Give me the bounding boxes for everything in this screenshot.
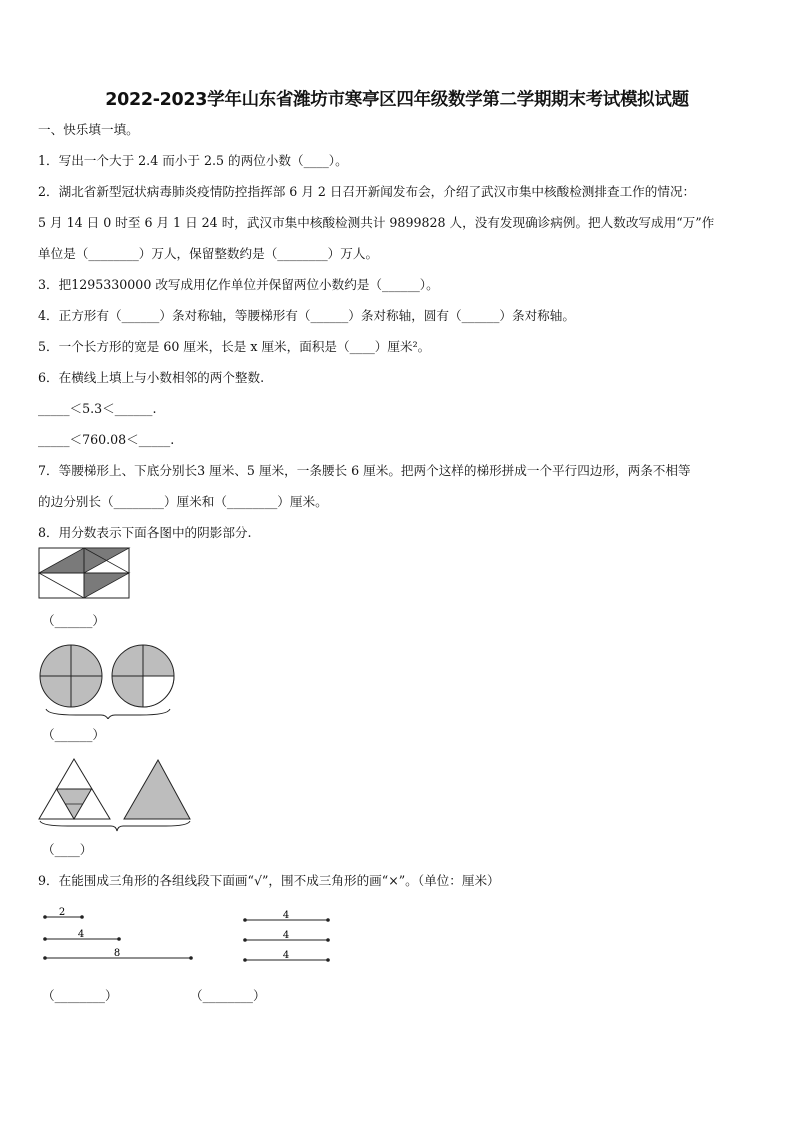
segment-group-2 — [240, 905, 334, 967]
question-2-line-3: 单位是（________）万人，保留整数约是（________）万人。 — [38, 246, 379, 261]
shaded-rectangle-figure — [38, 547, 132, 601]
question-7-line-2: 的边分别长（________）厘米和（________）厘米。 — [38, 494, 328, 509]
section-heading: 一、快乐填一填。 — [38, 122, 139, 137]
question-2-line-2: 5 月 14 日 0 时至 6 月 1 日 24 时，武汉市集中核酸检测共计 9899828 人，没有发现确诊病例。把人数改写成用“万”作 — [38, 215, 715, 230]
question-9: 9．在能围成三角形的各组线段下面画“√”，围不成三角形的画“×”。（单位：厘米） — [38, 873, 500, 888]
segment-group-1 — [40, 905, 196, 965]
segment-length-label: 4 — [282, 950, 290, 961]
question-1: 1．写出一个大于 2.4 而小于 2.5 的两位小数（____）。 — [38, 153, 348, 168]
segment-length-label: 8 — [113, 948, 121, 959]
question-8: 8．用分数表示下面各图中的阴影部分. — [38, 525, 252, 540]
page-title: 2022-2023学年山东省潍坊市寒亭区四年级数学第二学期期末考试模拟试题 — [105, 90, 689, 110]
answer-blank-8c: （____） — [42, 842, 93, 857]
answer-blank-8b: （______） — [42, 727, 105, 742]
question-6: 6．在横线上填上与小数相邻的两个整数. — [38, 370, 265, 385]
question-5: 5．一个长方形的宽是 60 厘米，长是 x 厘米，面积是（____）厘米²。 — [38, 339, 431, 354]
segment-length-label: 2 — [58, 907, 66, 918]
segment-length-label: 4 — [282, 930, 290, 941]
segment-length-label: 4 — [282, 910, 290, 921]
answer-blank-8a: （______） — [42, 613, 105, 628]
question-4: 4．正方形有（______）条对称轴，等腰梯形有（______）条对称轴，圆有（______）条对称轴。 — [38, 308, 575, 323]
shaded-circles-figure — [36, 643, 176, 719]
question-3: 3．把1295330000 改写成用亿作单位并保留两位小数约是（______）。 — [38, 277, 439, 292]
shaded-triangles-figure — [38, 758, 192, 832]
answer-blank-9a: （________） — [42, 988, 118, 1003]
question-7-line-1: 7．等腰梯形上、下底分别长3 厘米、5 厘米，一条腰长 6 厘米。把两个这样的梯形拼成一个平行四边形，两条不相等 — [38, 463, 691, 478]
question-2-line-1: 2．湖北省新型冠状病毒肺炎疫情防控指挥部 6 月 2 日召开新闻发布会，介绍了武汉市集中核酸检测排查工作的情况： — [38, 184, 696, 199]
answer-blank-9b: （________） — [190, 988, 266, 1003]
question-6-blank-2: _____＜760.08＜_____. — [38, 432, 175, 447]
question-6-blank-1: _____＜5.3＜______. — [38, 401, 157, 416]
segment-length-label: 4 — [77, 929, 85, 940]
